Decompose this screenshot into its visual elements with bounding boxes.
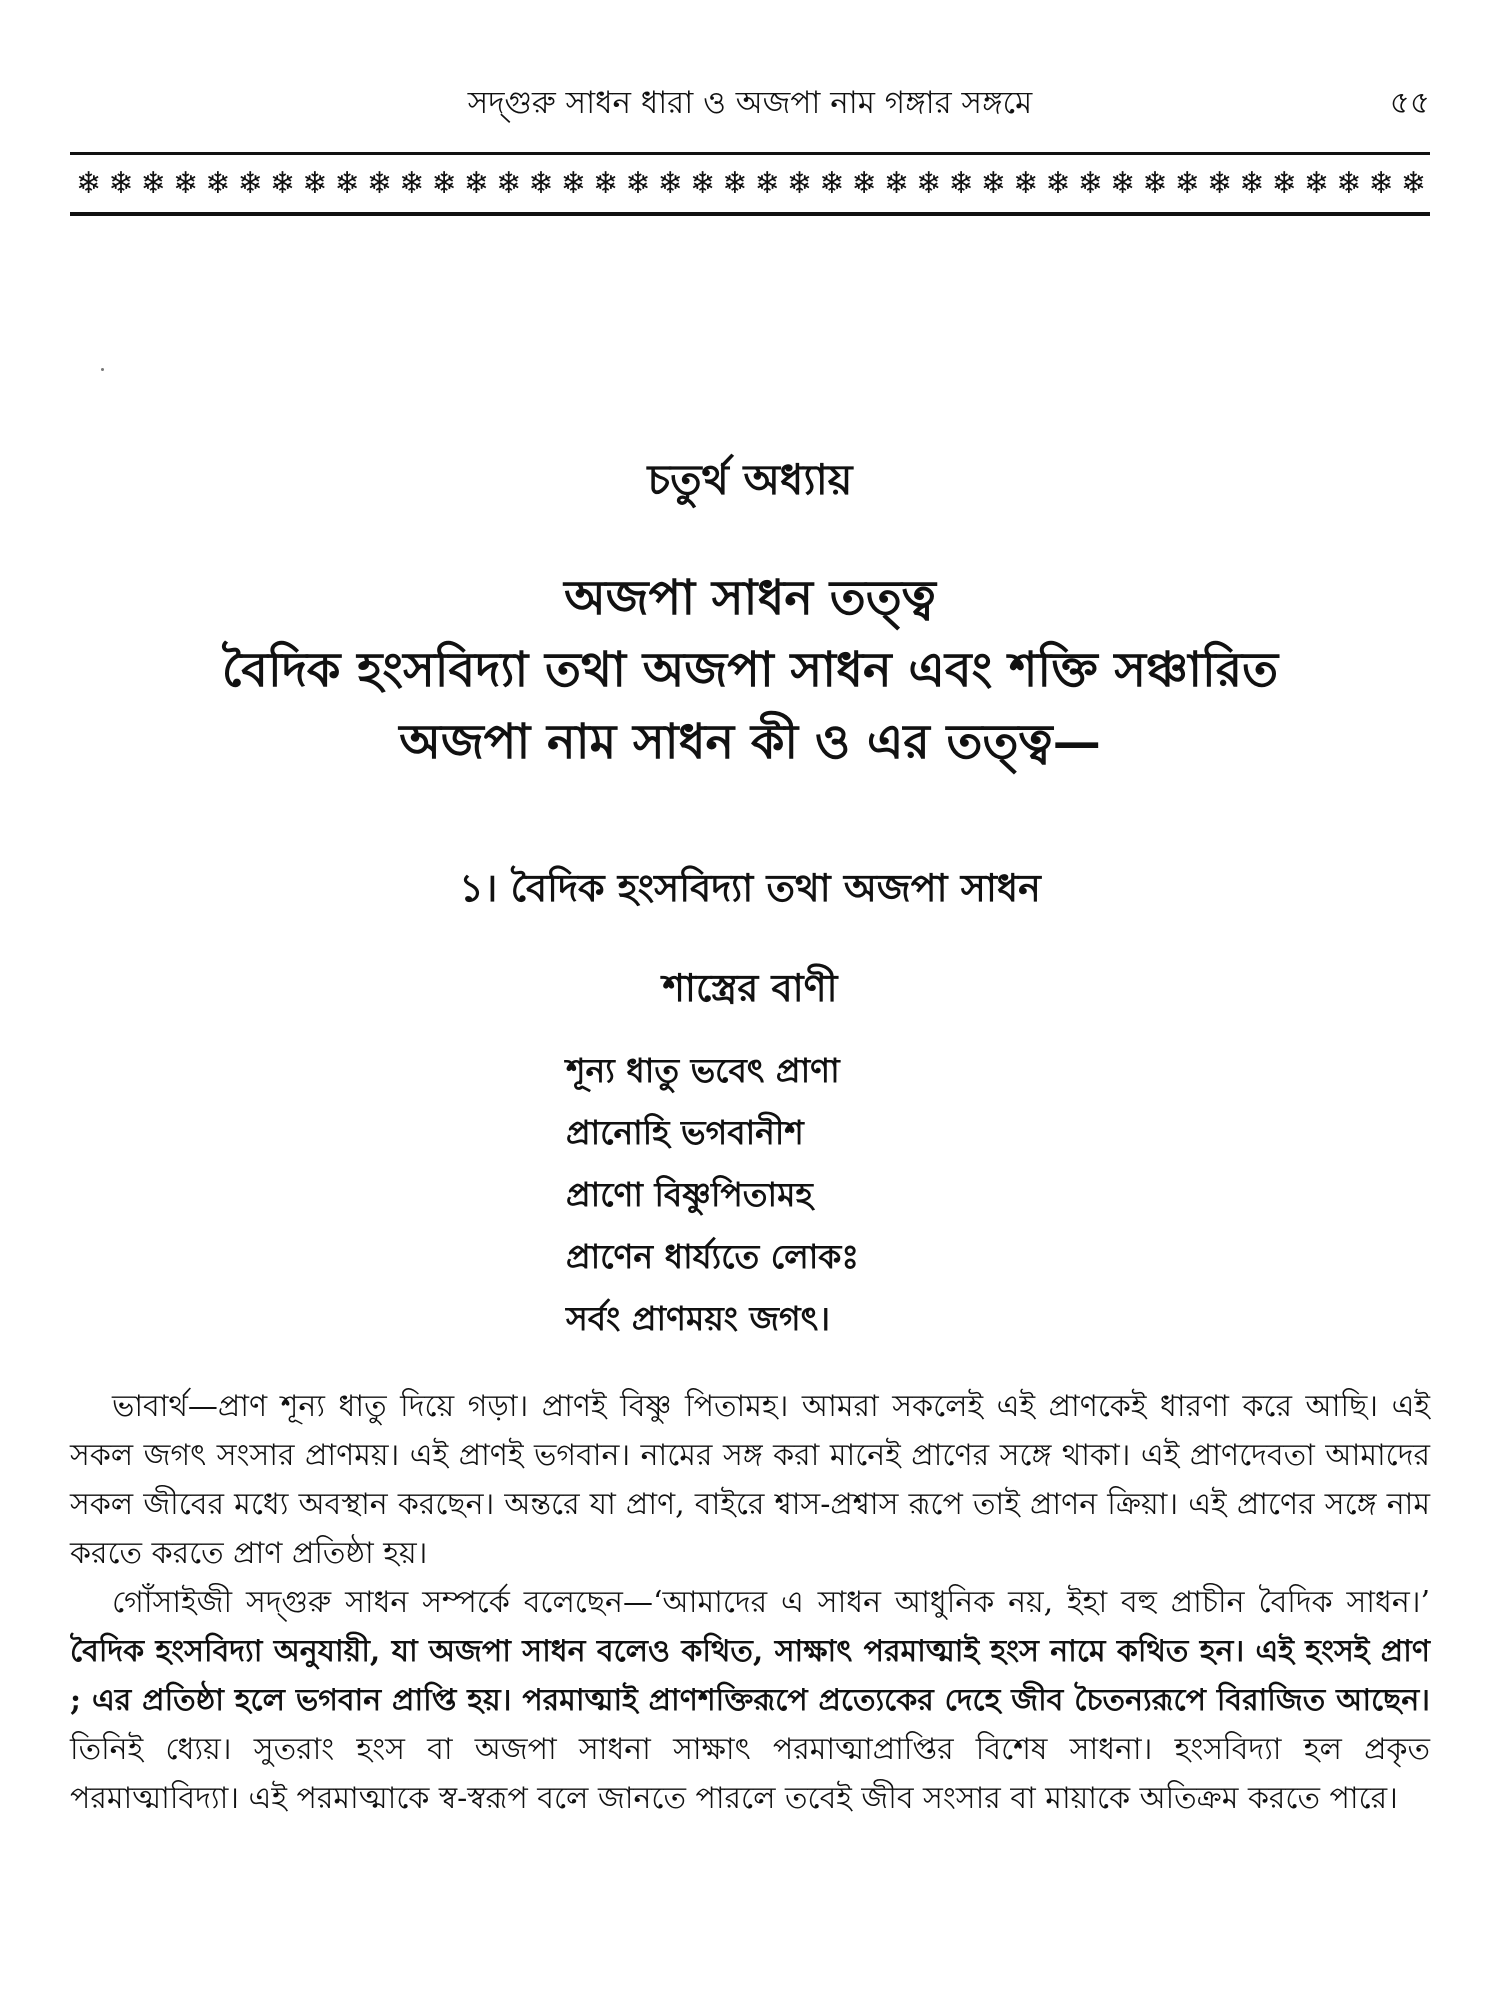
snowflake-ornament-border [70,152,1430,216]
chapter-label: চতুর্থ অধ্যায় [647,455,853,504]
body-text [70,1382,1430,1823]
snowflake-icon: ❄ [463,165,487,201]
snowflake-icon: ❄ [593,165,617,201]
snowflake-icon: ❄ [980,165,1004,201]
snowflake-icon: ❄ [948,165,972,201]
snowflake-icon: ❄ [1174,165,1198,201]
snowflake-icon: ❄ [1110,165,1134,201]
snowflake-icon: ❄ [140,165,164,201]
verse-line: শূন্য ধাতু ভবেৎ প্রাণা [566,1051,840,1090]
paragraph-2-start: গোঁসাইজী সদ্‌গুরু সাধন সম্পর্কে বলেছেন—‘আমাদের এ সাধন আধুনিক নয়, ইহা বহু প্রাচীন বৈদিক সাধন।’ [112,1585,1430,1620]
snowflake-icon: ❄ [431,165,455,201]
running-title: সদ্‌গুরু সাধন ধারা ও অজপা নাম গঙ্গার সঙ্গমে [467,85,1033,121]
snowflake-icon: ❄ [1239,165,1263,201]
chapter-title-line-3: অজপা নাম সাধন কী ও এর তত্ত্ব— [399,714,1101,770]
snowflake-icon: ❄ [1271,165,1295,201]
snowflake-icon: ❄ [269,165,294,201]
snowflake-icon: ❄ [302,165,326,201]
verse-line: প্রাণো বিষ্ণুপিতামহ [566,1175,813,1214]
snowflake-icon: ❄ [722,165,746,201]
snowflake-icon: ❄ [1368,165,1392,201]
snowflake-icon: ❄ [689,165,714,201]
snowflake-icon: ❄ [754,165,778,201]
snowflake-icon: ❄ [399,165,423,201]
snowflake-icon: ❄ [237,165,261,201]
snowflake-icon: ❄ [1077,165,1101,201]
page-number: ৫৫ [1389,85,1430,121]
snowflake-icon: ❄ [1013,165,1037,201]
snowflake-icon: ❄ [916,165,940,201]
running-header [70,78,1430,128]
snowflake-icon: ❄ [528,165,552,201]
snowflake-icon: ❄ [496,165,520,201]
sub-heading: শাস্ত্রের বাণী [662,965,838,1010]
verse-line: সর্বং প্রাণময়ং জগৎ। [566,1299,831,1338]
snowflake-icon: ❄ [1336,165,1360,201]
chapter-title [70,562,1430,778]
snowflake-icon: ❄ [1206,165,1231,201]
chapter-title-line-1: অজপা সাধন তত্ত্ব [564,570,936,626]
snowflake-icon: ❄ [1045,165,1069,201]
snowflake-icon: ❄ [334,165,358,201]
verse-line: প্রাণেন ধার্য্যতে লোকঃ [566,1237,859,1276]
snowflake-icon: ❄ [1142,165,1166,201]
snowflake-icon: ❄ [1303,165,1328,201]
snowflake-icon: ❄ [1400,165,1424,201]
snowflake-icon: ❄ [205,165,229,201]
snowflake-icon: ❄ [625,165,649,201]
snowflake-icon: ❄ [883,165,907,201]
paragraph-1: ভাবার্থ—প্রাণ শূন্য ধাতু দিয়ে গড়া। প্রাণই বিষ্ণু পিতামহ। আমরা সকলেই এই প্রাণকেই ধারণা করে আছি। এই সকল জগৎ সংসার প্রাণময়। এই প্রাণই ভগবান। নামের সঙ্গ করা মানেই প্রাণের সঙ্গে থাকা। এই প্রাণদেবতা আমাদের সকল জীবের মধ্যে অবস্থান করছেন। অন্তরে যা প্রাণ, বাইরে শ্বাস-প্রশ্বাস রূপে তাই প্রাণন ক্রিয়া। এই প্রাণের সঙ্গে নাম করতে করতে প্রাণ প্রতিষ্ঠা হয়। [70,1389,1430,1571]
scan-speck [101,368,104,371]
snowflake-icon: ❄ [560,165,584,201]
snowflake-icon: ❄ [657,165,681,201]
paragraph-2-bold: বৈদিক হংসবিদ্যা অনুযায়ী, যা অজপা সাধন বলেও কথিত, সাক্ষাৎ পরমাত্মাই হংস নামে কথিত হন। এই হংসই প্রাণ ; এর প্রতিষ্ঠা হলে ভগবান প্রাপ্তি হয়। পরমাত্মাই প্রাণশক্তিরূপে প্রত্যেকের দেহে জীব চৈতন্যরূপে বিরাজিত আছেন। [70,1634,1430,1718]
snowflake-icon: ❄ [172,165,197,201]
snowflake-icon: ❄ [108,165,132,201]
chapter-title-line-2: বৈদিক হংসবিদ্যা তথা অজপা সাধন এবং শক্তি সঞ্চারিত [221,642,1279,698]
snowflake-icon: ❄ [819,165,843,201]
paragraph-2-end: তিনিই ধ্যেয়। সুতরাং হংস বা অজপা সাধনা সাক্ষাৎ পরমাত্মাপ্রাপ্তির বিশেষ সাধনা। হংসবিদ্যা হল প্রকৃত পরমাত্মাবিদ্যা। এই পরমাত্মাকে স্ব-স্বরূপ বলে জানতে পারলে তবেই জীব সংসার বা মায়াকে অতিক্রম করতে পারে। [70,1732,1430,1816]
snowflake-icon: ❄ [851,165,875,201]
verse-block [566,1040,859,1350]
paragraph-2 [70,1578,1430,1823]
snowflake-icon: ❄ [786,165,811,201]
snowflake-icon: ❄ [76,165,100,201]
snowflake-icon: ❄ [366,165,390,201]
section-heading: ১। বৈদিক হংসবিদ্যা তথা অজপা সাধন [459,865,1041,910]
verse-line: প্রানোহি ভগবানীশ [566,1113,804,1152]
